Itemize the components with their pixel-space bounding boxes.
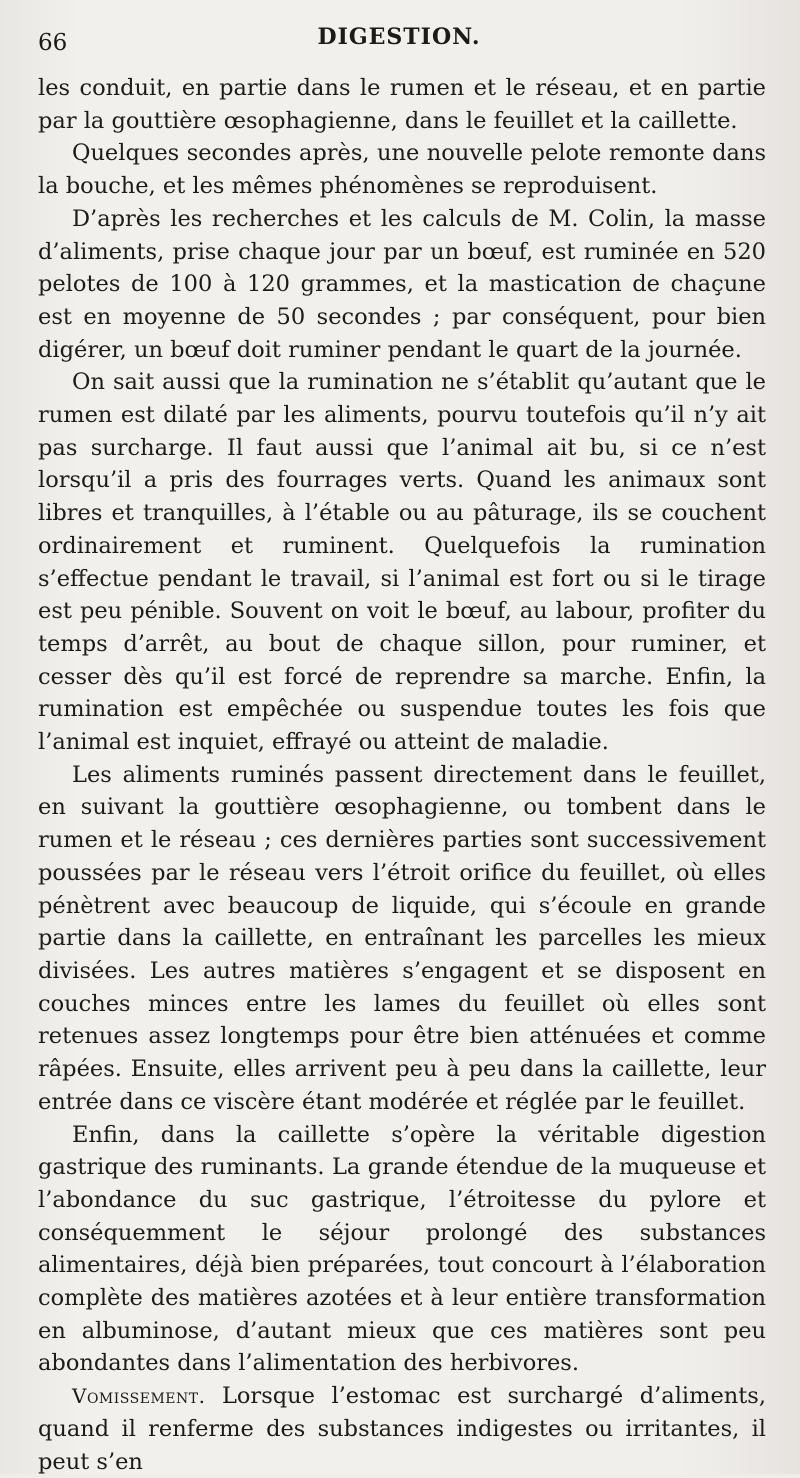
paragraph-2: Quelques secondes après, une nouvelle pelote remonte dans la bouche, et les mêmes phénomènes se reproduisent. (38, 140, 766, 200)
page-header (38, 22, 760, 62)
page-body (38, 72, 766, 1478)
section-heading-vomissement: Vomissement. (72, 1384, 206, 1409)
running-title: DIGESTION. (317, 24, 481, 50)
paragraph-5: Les aliments ruminés passent directement dans le feuillet, en suivant la gouttière œsophagienne, ou tombent dans le rumen et le réseau ; ces dernières parties sont successivement poussées par le réseau vers l’étroit orifice du feuillet, où elles pénètrent avec beaucoup de liquide, qui s’écoule en grande partie dans la caillette, en entraînant les parcelles les mieux divisées. Les autres matières s’engagent et se disposent en couches minces entre les lames du feuillet où elles sont retenues assez longtemps pour être bien atténuées et comme râpées. Ensuite, elles arrivent peu à peu dans la caillette, leur entrée dans ce viscère étant modérée et réglée par le feuillet. (38, 761, 766, 1115)
paragraph-4: On sait aussi que la rumination ne s’établit qu’autant que le rumen est dilaté par les aliments, pourvu toutefois qu’il n’y ait pas surcharge. Il faut aussi que l’animal ait bu, si ce n’est lorsqu’il a pris des fourrages verts. Quand les animaux sont libres et tranquilles, à l’étable ou au pâturage, ils se couchent ordinairement et ruminent. Quelquefois la rumination s’effectue pendant le travail, si l’animal est fort ou si le tirage est peu pénible. Souvent on voit le bœuf, au labour, profiter du temps d’arrêt, au bout de chaque sillon, pour ruminer, et cesser dès qu’il est forcé de reprendre sa marche. Enfin, la rumination est empêchée ou suspendue toutes les fois que l’animal est inquiet, effrayé ou atteint de maladie. (38, 369, 766, 756)
paragraph-vomissement (38, 1380, 766, 1478)
paragraph-6: Enfin, dans la caillette s’opère la véritable digestion gastrique des ruminants. La grande étendue de la muqueuse et l’abondance du suc gastrique, l’étroitesse du pylore et conséquemment le séjour prolongé des substances alimentaires, déjà bien préparées, tout concourt à l’élaboration complète des matières azotées et à leur entière transformation en albuminose, d’autant mieux que ces matières sont peu abondantes dans l’alimentation des herbivores. (38, 1121, 766, 1377)
paragraph-1: les conduit, en partie dans le rumen et le réseau, et en partie par la gouttière œsophagienne, dans le feuillet et la caillette. (38, 75, 766, 134)
paragraph-vomissement-text: Lorsque l’estomac est surchargé d’aliments, quand il renferme des substances indigestes ou irritantes, il peut s’en (38, 1383, 766, 1475)
paragraph-3: D’après les recherches et les calculs de M. Colin, la masse d’aliments, prise chaque jour par un bœuf, est ruminée en 520 pelotes de 100 à 120 grammes, et la mastication de chaçune est en moyenne de 50 secondes ; par conséquent, pour bien digérer, un bœuf doit ruminer pendant le quart de la journée. (38, 205, 766, 363)
page-number: 66 (38, 30, 68, 56)
